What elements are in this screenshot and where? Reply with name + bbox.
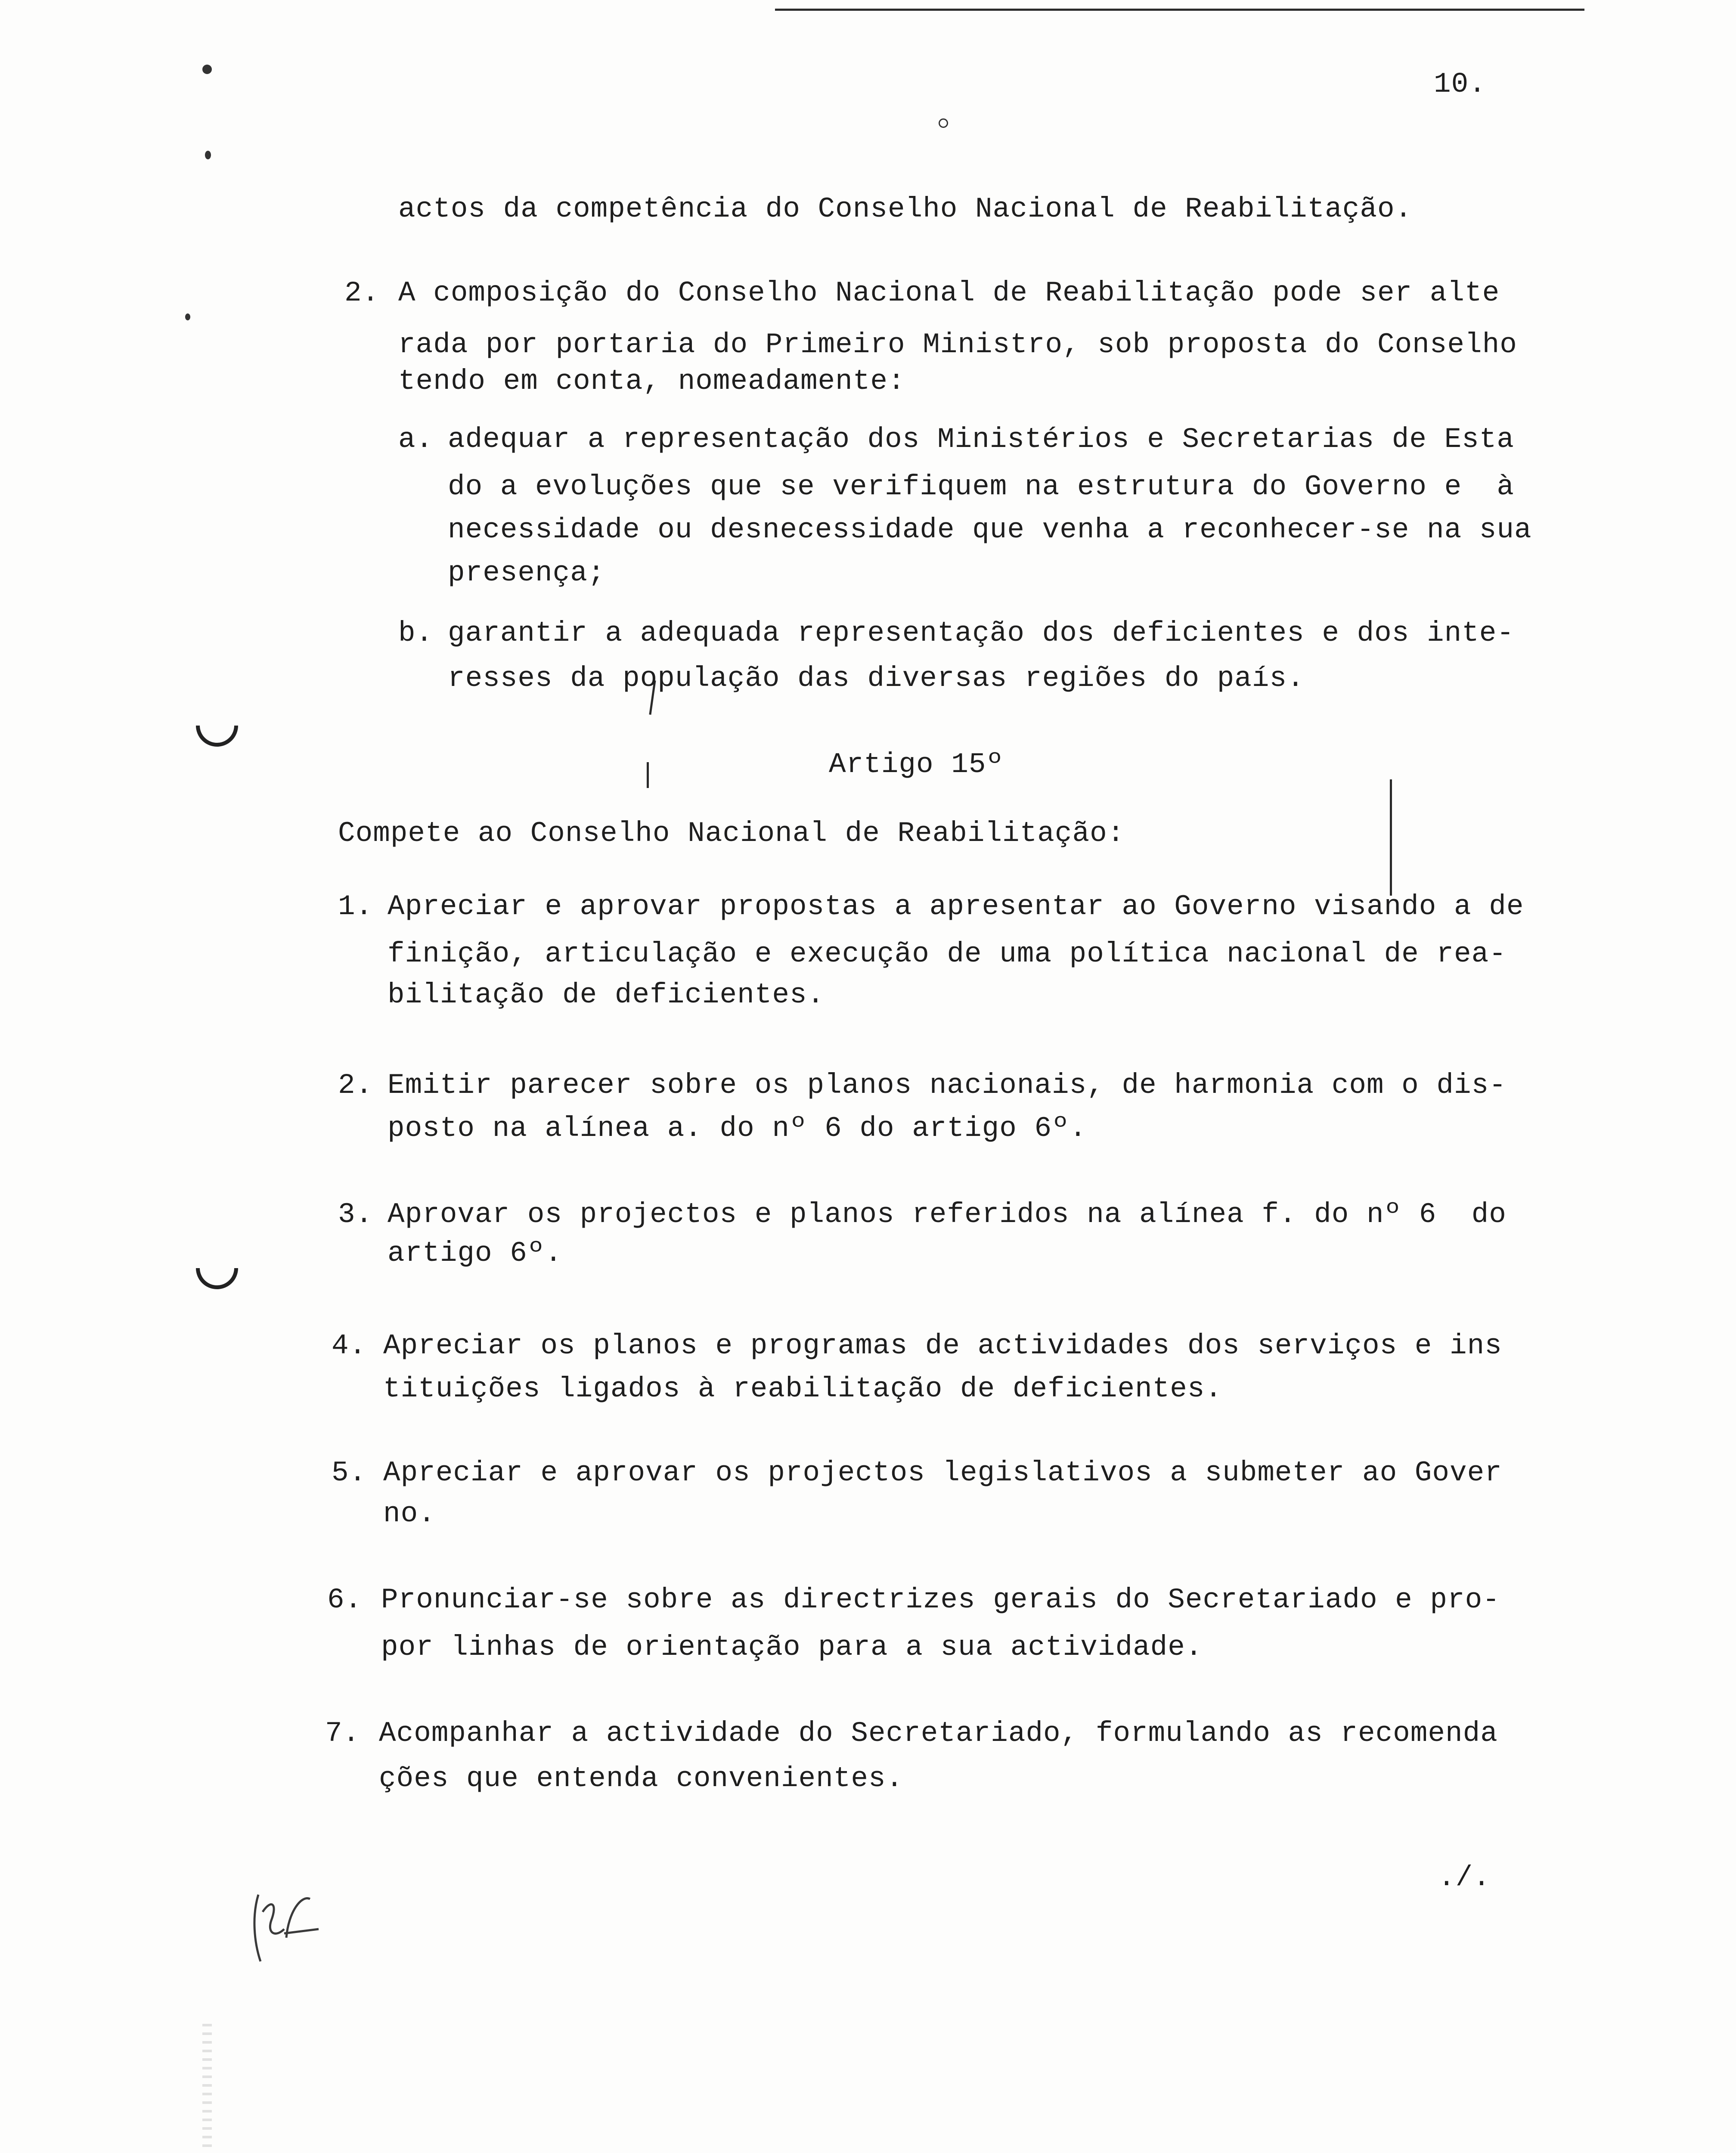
speck: [202, 65, 212, 74]
item-line: rada por portaria do Primeiro Ministro, sob proposta do Conselho: [398, 329, 1517, 361]
item-line: Apreciar os planos e programas de actividades dos serviços e ins: [383, 1330, 1502, 1362]
margin-vertical-line: [1390, 779, 1392, 896]
handwritten-initials: [245, 1886, 340, 1968]
item-line: Pronunciar-se sobre as directrizes gerais do Secretariado e pro-: [381, 1584, 1500, 1616]
subitem-label: b.: [398, 617, 434, 649]
item-line: no.: [383, 1498, 436, 1530]
item-line: finição, articulação e execução de uma política nacional de rea-: [388, 938, 1507, 970]
stray-stroke: [647, 762, 649, 788]
subitem-line: resses da população das diversas regiões do país.: [448, 662, 1305, 695]
item-number: 2.: [344, 277, 380, 309]
subitem-line: adequar a representação dos Ministérios e Secretarias de Esta: [448, 423, 1514, 456]
item-line: ções que entenda convenientes.: [379, 1762, 904, 1795]
article-intro: Compete ao Conselho Nacional de Reabilitação:: [338, 817, 1125, 850]
item-number: 4.: [332, 1330, 367, 1362]
article-heading: Artigo 15º: [829, 748, 1004, 781]
item-line: artigo 6º.: [388, 1237, 563, 1269]
speck: [205, 151, 211, 159]
item-line: por linhas de orientação para a sua actividade.: [381, 1631, 1203, 1663]
item-number: 1.: [338, 890, 373, 923]
item-line: A composição do Conselho Nacional de Reabilitação pode ser alte: [398, 277, 1500, 309]
subitem-line: do a evoluções que se verifiquem na estrutura do Governo e à: [448, 471, 1514, 503]
item-number: 2.: [338, 1069, 373, 1101]
margin-brace-mark: [196, 726, 238, 747]
speck: [939, 118, 948, 128]
item-line: bilitação de deficientes.: [388, 979, 825, 1011]
speck: [185, 313, 190, 320]
item-line: tituições ligados à reabilitação de deficientes.: [383, 1373, 1223, 1405]
item-line: Acompanhar a actividade do Secretariado, formulando as recomenda: [379, 1717, 1498, 1750]
margin-brace-mark: [196, 1268, 238, 1289]
page-number: 10.: [1434, 68, 1486, 100]
item-line: Apreciar e aprovar propostas a apresentar ao Governo visando a de: [388, 890, 1524, 923]
subitem-line: necessidade ou desnecessidade que venha a reconhecer-se na sua: [448, 514, 1532, 546]
subitem-label: a.: [398, 423, 434, 456]
continuation-line: actos da competência do Conselho Nacional de Reabilitação.: [398, 193, 1413, 225]
binding-holes: [202, 2024, 212, 2153]
subitem-line: garantir a adequada representação dos deficientes e dos inte-: [448, 617, 1514, 649]
item-line: Apreciar e aprovar os projectos legislativos a submeter ao Gover: [383, 1457, 1502, 1489]
item-line: posto na alínea a. do nº 6 do artigo 6º.: [388, 1112, 1087, 1145]
item-line: tendo em conta, nomeadamente:: [398, 365, 905, 397]
item-number: 5.: [332, 1457, 367, 1489]
item-line: Emitir parecer sobre os planos nacionais, de harmonia com o dis-: [388, 1069, 1507, 1101]
item-number: 3.: [338, 1198, 373, 1231]
subitem-line: presença;: [448, 557, 605, 589]
top-rule: [775, 9, 1584, 11]
continues-mark: ./.: [1438, 1861, 1491, 1894]
item-number: 7.: [325, 1717, 360, 1750]
item-line: Aprovar os projectos e planos referidos na alínea f. do nº 6 do: [388, 1198, 1507, 1231]
item-number: 6.: [327, 1584, 363, 1616]
